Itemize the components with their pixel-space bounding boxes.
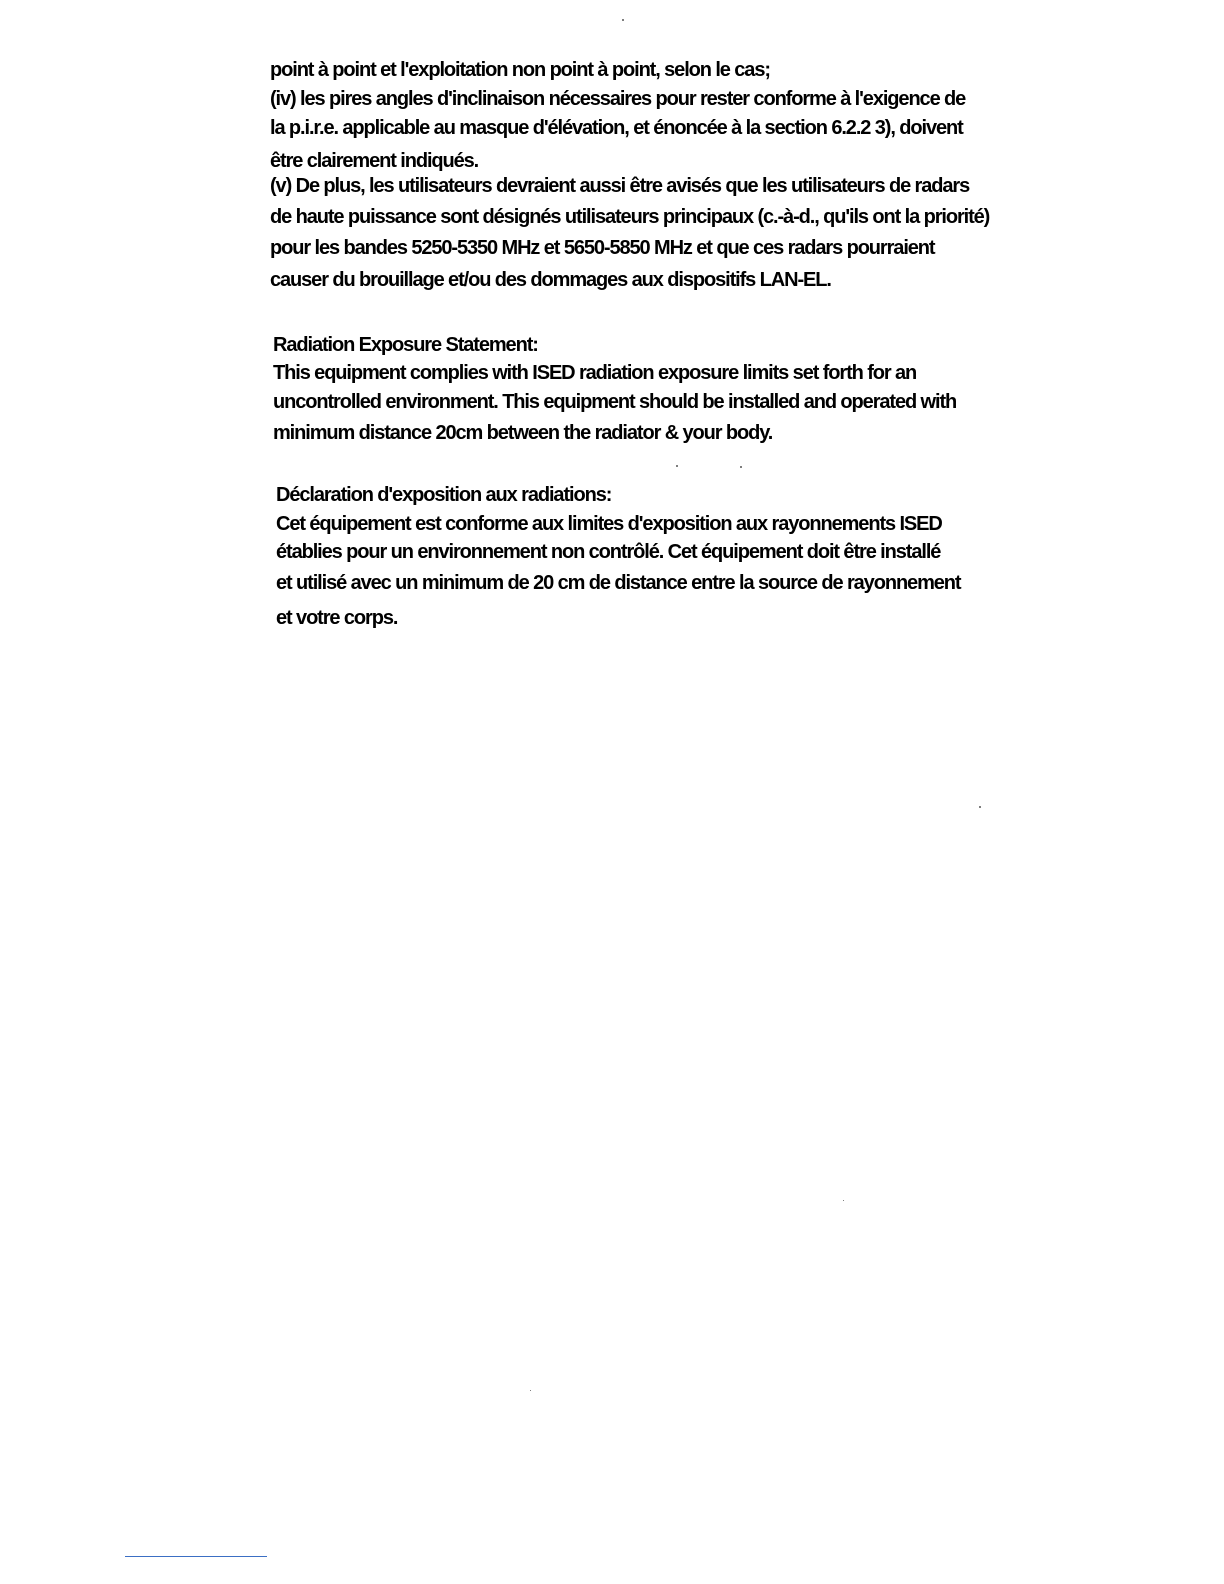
scan-speck <box>676 465 678 467</box>
paragraph-line: être clairement indiqués. <box>270 150 479 172</box>
declaration-heading: Déclaration d'exposition aux radiations: <box>276 484 612 506</box>
paragraph-line: pour les bandes 5250-5350 MHz et 5650-5850 MHz et que ces radars pourraient <box>270 237 935 259</box>
radiation-body-line: uncontrolled environment. This equipment should be installed and operated with <box>273 391 957 413</box>
paragraph-line: causer du brouillage et/ou des dommages aux dispositifs LAN-EL. <box>270 269 831 291</box>
scan-speck <box>740 466 742 468</box>
paragraph-line: la p.i.r.e. applicable au masque d'élévation, et énoncée à la section 6.2.2 3), doivent <box>270 117 963 139</box>
radiation-body-line: This equipment complies with ISED radiation exposure limits set forth for an <box>273 362 917 384</box>
paragraph-line: de haute puissance sont désignés utilisateurs principaux (c.-à-d., qu'ils ont la priorité) <box>270 206 990 228</box>
scan-speck <box>843 1200 844 1201</box>
declaration-body-line: Cet équipement est conforme aux limites d'exposition aux rayonnements ISED <box>276 513 942 535</box>
declaration-body-line: établies pour un environnement non contrôlé. Cet équipement doit être installé <box>276 541 941 563</box>
paragraph-line: (v) De plus, les utilisateurs devraient aussi être avisés que les utilisateurs de radars <box>270 175 970 197</box>
radiation-heading: Radiation Exposure Statement: <box>273 334 538 356</box>
scan-speck <box>979 806 981 808</box>
declaration-body-line: et utilisé avec un minimum de 20 cm de distance entre la source de rayonnement <box>276 572 961 594</box>
paragraph-line: point à point et l'exploitation non point à point, selon le cas; <box>270 59 770 81</box>
radiation-body-line: minimum distance 20cm between the radiator & your body. <box>273 422 773 444</box>
scan-speck <box>530 1390 531 1391</box>
footer-rule <box>125 1556 267 1557</box>
scan-speck <box>622 19 624 21</box>
declaration-body-line: et votre corps. <box>276 607 398 629</box>
paragraph-line: (iv) les pires angles d'inclinaison nécessaires pour rester conforme à l'exigence de <box>270 88 966 110</box>
